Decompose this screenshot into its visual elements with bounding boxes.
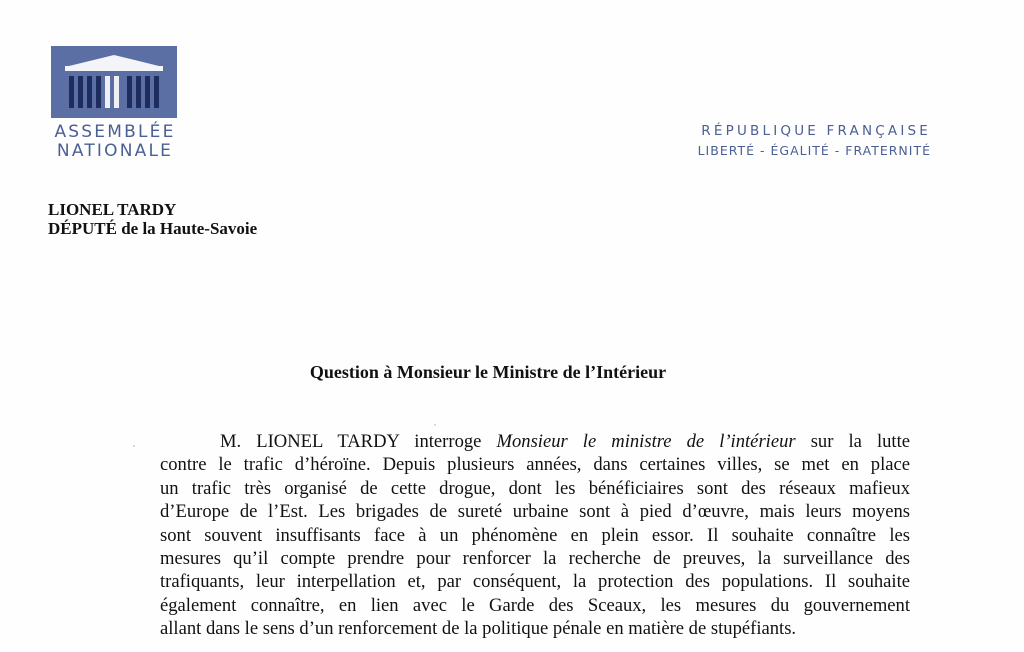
deputy-block [48,200,257,238]
body-line-1 [160,430,910,453]
body-line-7: trafiquants, leur interpellation et, par conséquent, la protection des populations. Il souhaite [160,571,910,593]
body-line-5: sont souvent insuffisants face à un phénomène en plein essor. Il souhaite connaître les [160,524,910,546]
scan-speck [133,445,135,447]
question-body [160,430,910,641]
republic-motto: LIBERTÉ - ÉGALITÉ - FRATERNITÉ [697,143,931,158]
minister-reference: Monsieur le ministre de l’intérieur [496,431,796,452]
body-line-9: allant dans le sens d’un renforcement de la politique pénale en matière de stupéfiants. [160,618,797,640]
assemblee-nationale-logo [50,46,180,161]
body-line-6: mesures qu’il compte prendre pour renforcer la recherche de preuves, la surveillance des [160,548,910,570]
republique-francaise-heading [698,121,931,161]
logo-line-nationale: NATIONALE [56,141,174,161]
republique-francaise: RÉPUBLIQUE FRANÇAISE [701,123,931,139]
logo-label [50,123,180,161]
question-title: Question à Monsieur le Ministre de l’Intérieur [309,362,667,382]
body-line-2: contre le trafic d’héroïne. Depuis plusieurs années, dans certaines villes, se met en place [160,454,910,476]
body-line-3: un trafic très organisé de cette drogue, dont les bénéficiaires sont des réseaux mafieux [160,477,910,499]
body-line-1-start: M. LIONEL TARDY interroge [220,431,497,452]
body-line-1-end: sur la lutte [795,431,910,452]
body-line-8: également connaître, en lien avec le Garde des Sceaux, les mesures du gouvernement [160,594,910,616]
scan-speck [434,424,436,426]
deputy-name: LIONEL TARDY [48,200,177,219]
hemicycle-building-icon [51,46,177,118]
body-line-4: d’Europe de l’Est. Les brigades de sureté urbaine sont à pied d’œuvre, mais leurs moyens [160,501,910,523]
logo-line-assemblee: ASSEMBLÉE [54,122,176,142]
deputy-title: DÉPUTÉ de la Haute-Savoie [48,219,258,238]
